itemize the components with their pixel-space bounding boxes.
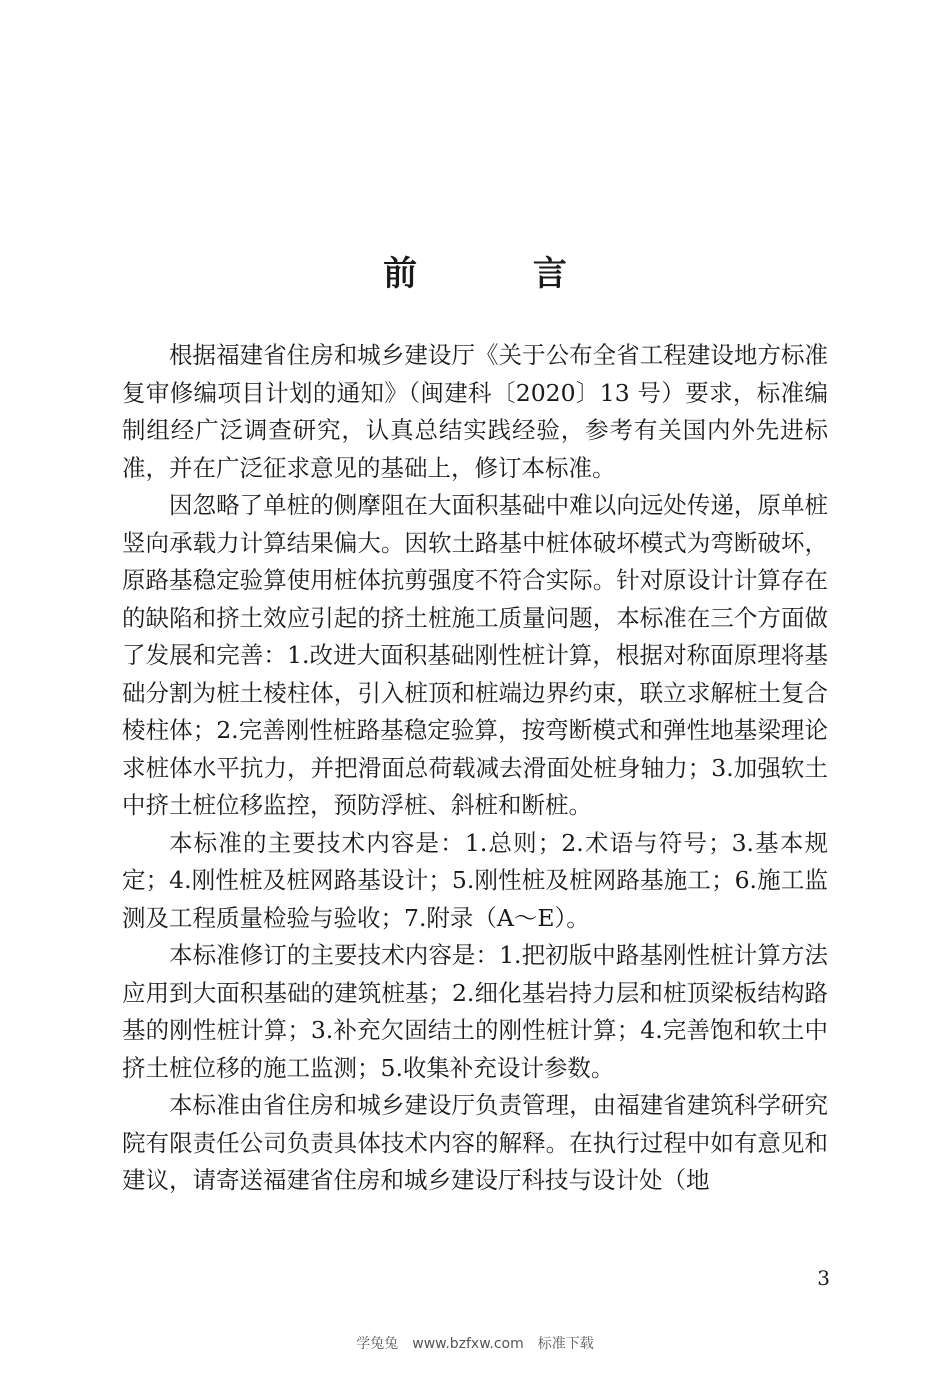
- paragraph-improvements: 因忽略了单桩的侧摩阻在大面积基础中难以向远处传递，原单桩竖向承载力计算结果偏大。因软土路基中桩体破坏模式为弯断破坏，原路基稳定验算使用桩体抗剪强度不符合实际。针对原设计计算存在的缺陷和挤土效应引起的挤土桩施工质量问题，本标准在三个方面做了发展和完善：1.改进大面积基础刚性桩计算，根据对称面原理将基础分割为桩土棱柱体，引入桩顶和桩端边界约束，联立求解桩土复合棱柱体；2.完善刚性桩路基稳定验算，按弯断模式和弹性地基梁理论求桩体水平抗力，并把滑面总荷载减去滑面处桩身轴力；3.加强软土中挤土桩位移监控，预防浮桩、斜桩和断桩。: [122, 491, 828, 819]
- paragraph-revision-contents: 本标准修订的主要技术内容是：1.把初版中路基刚性桩计算方法应用到大面积基础的建筑桩基；2.细化基岩持力层和桩顶梁板结构路基的刚性桩计算；3.补充欠固结土的刚性桩计算；4.完善饱和软土中挤土桩位移的施工监测；5.收集补充设计参数。: [122, 941, 828, 1082]
- page-title: 前 言: [383, 254, 619, 294]
- body-text: [122, 337, 828, 1200]
- paragraph-management: 本标准由省住房和城乡建设厅负责管理，由福建省建筑科学研究院有限责任公司负责具体技术内容的解释。在执行过程中如有意见和建议，请寄送福建省住房和城乡建设厅科技与设计处（地: [122, 1091, 828, 1194]
- watermark-footer: 学兔兔 www.bzfxw.com 标准下载: [356, 1336, 594, 1352]
- paragraph-main-contents: 本标准的主要技术内容是：1.总则；2.术语与符号；3.基本规定；4.刚性桩及桩网路基设计；5.刚性桩及桩网路基施工；6.施工监测及工程质量检验与验收；7.附录（A～E）。: [122, 828, 828, 932]
- paragraph-basis: 根据福建省住房和城乡建设厅《关于公布全省工程建设地方标准复审修编项目计划的通知》（闽建科〔2020〕13 号）要求，标准编制组经广泛调查研究，认真总结实践经验，参考有关国内外先进标准，并在广泛征求意见的基础上，修订本标准。: [122, 341, 828, 482]
- page-number: 3: [817, 1266, 830, 1290]
